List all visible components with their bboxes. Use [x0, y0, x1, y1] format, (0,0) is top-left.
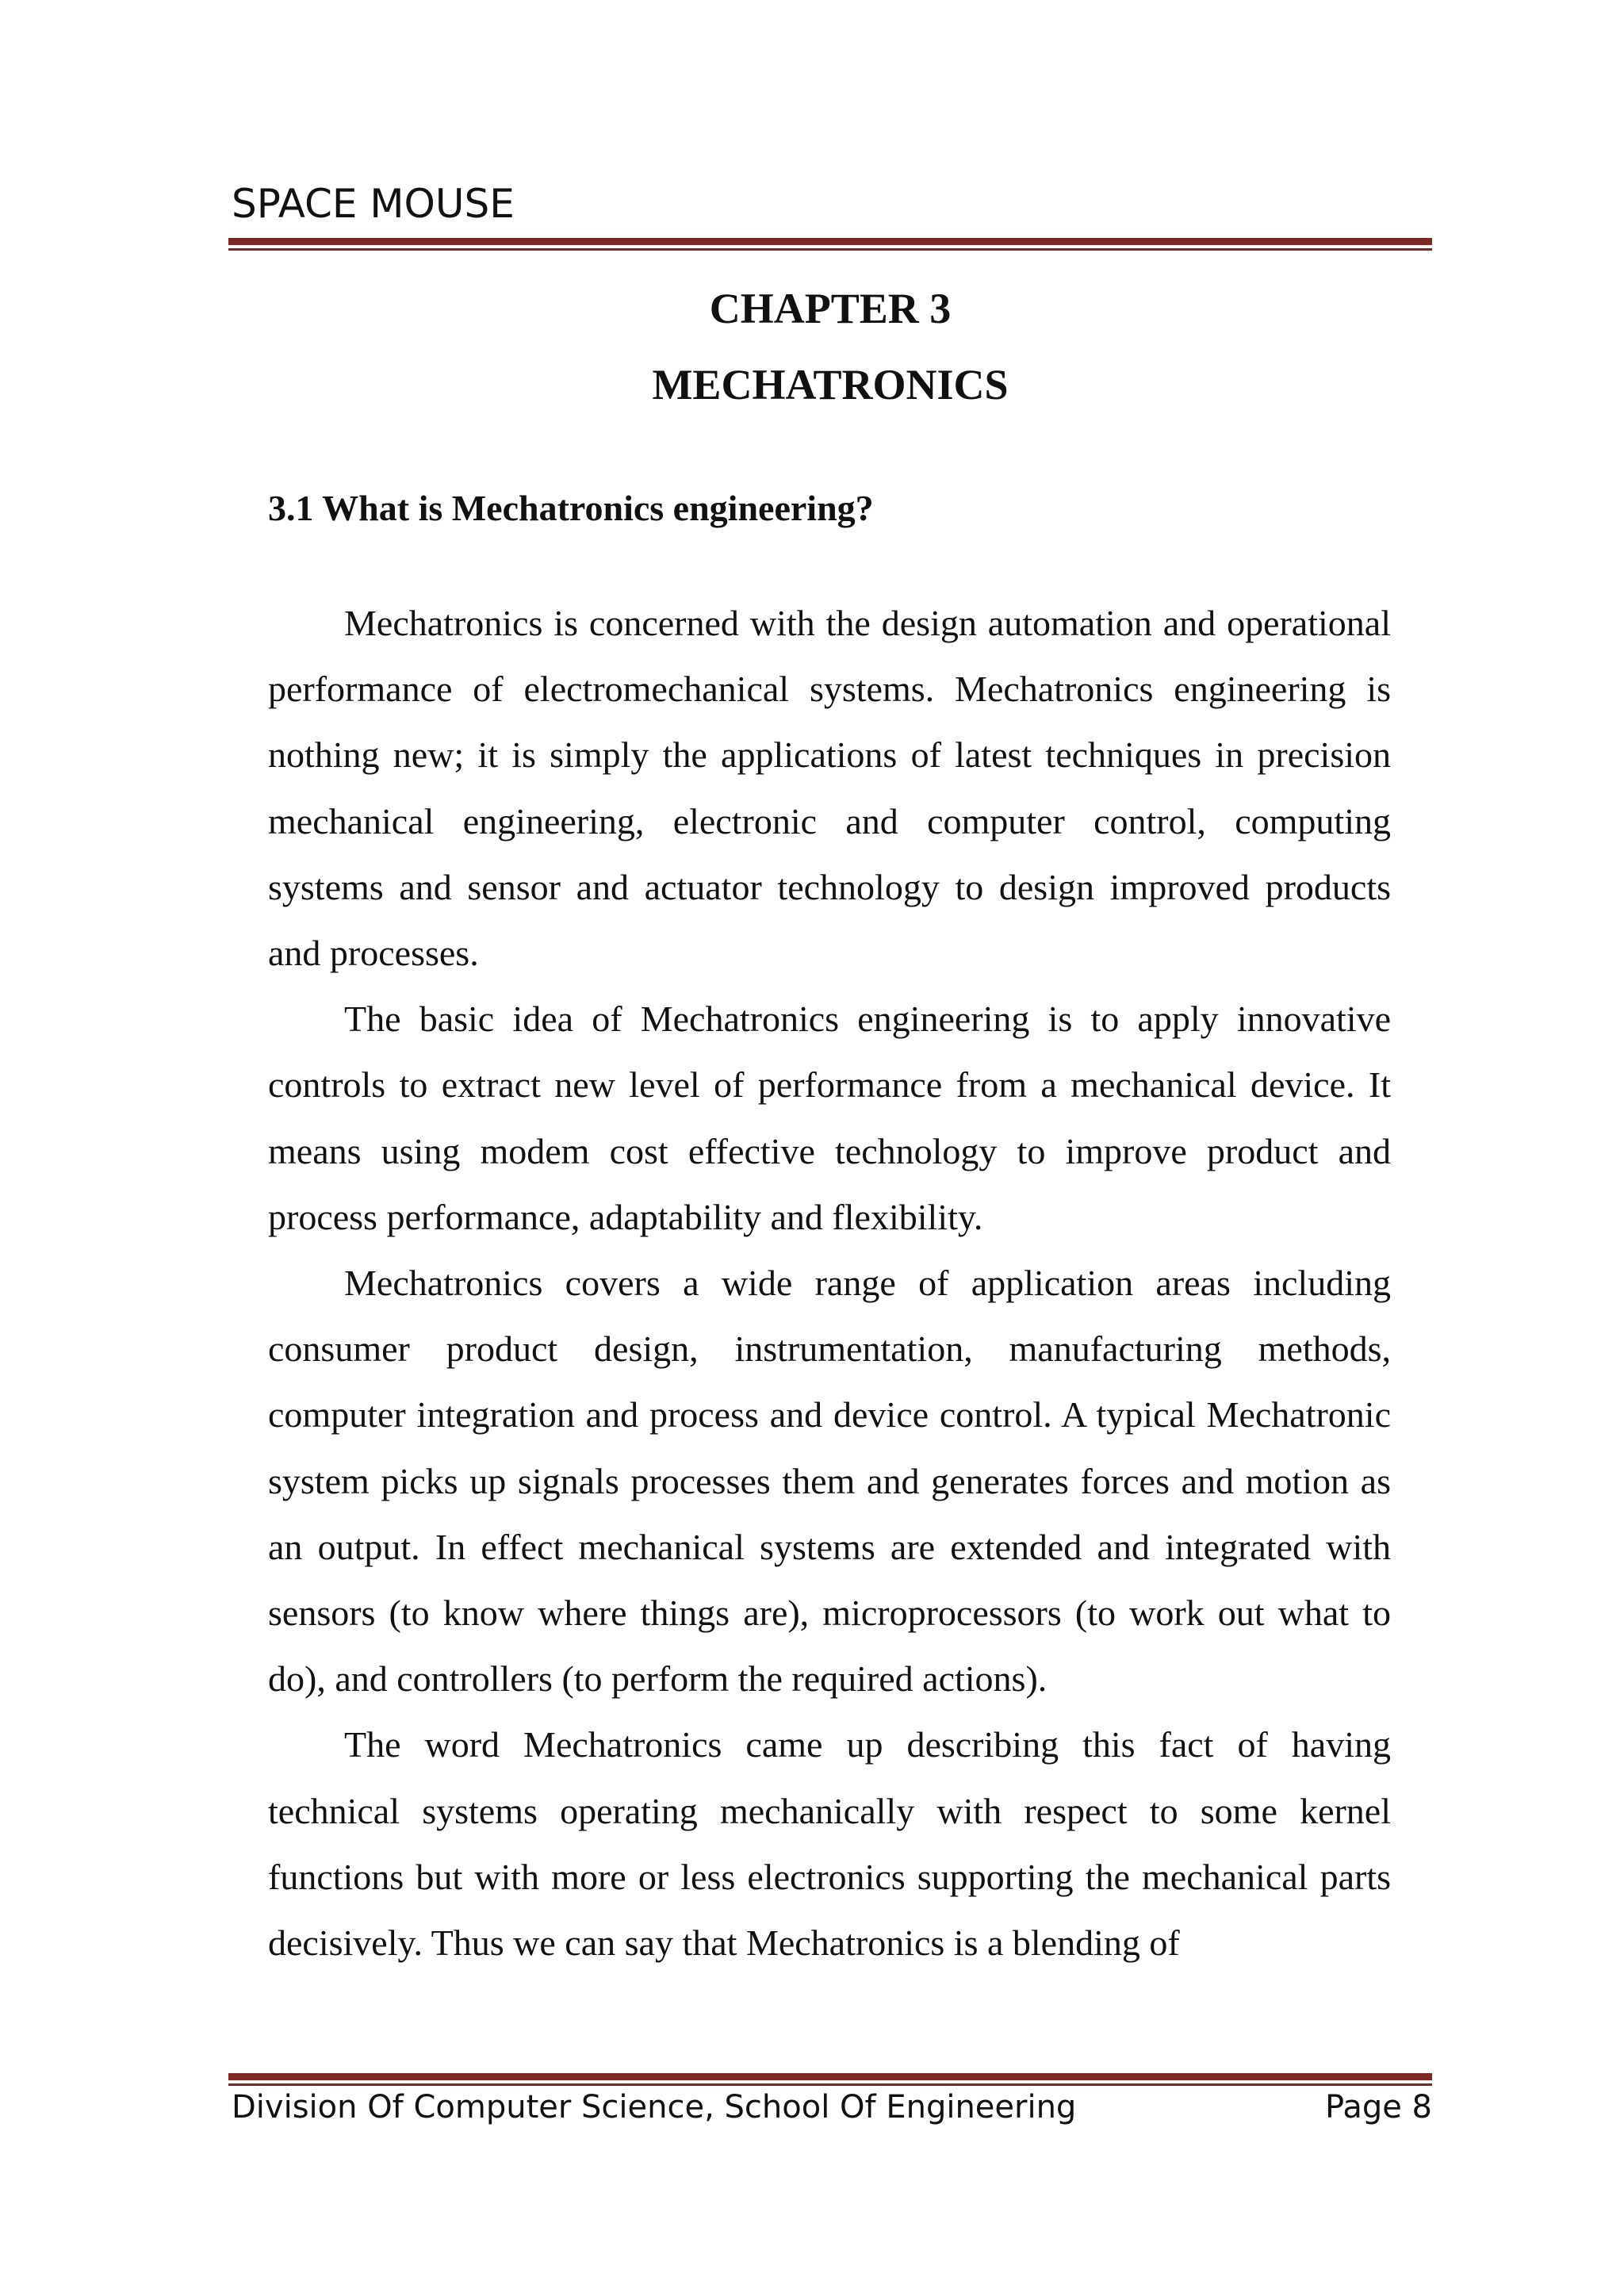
- footer-rule-thick: [228, 2073, 1432, 2080]
- paragraph: The basic idea of Mechatronics engineering is to apply innovative controls to extract new level of performance from a mechanical device. It means using modem cost effective technology to improve product and process performance, adaptability and flexibility.: [268, 999, 1391, 1237]
- section-heading: 3.1 What is Mechatronics engineering?: [268, 488, 874, 528]
- header-rule-thick: [228, 238, 1432, 245]
- paragraph: Mechatronics covers a wide range of application areas including consumer product design, instrumentation, manufacturing methods, computer integration and process and device control. A typical Mechatronic system picks up signals processes them and generates forces and motion as an output. In effect mechanical systems are extended and integrated with sensors (to know where things are), microprocessors (to work out what to do), and controllers (to perform the required actions).: [268, 1263, 1391, 1700]
- footer-rule-thin: [228, 2083, 1432, 2086]
- chapter-title: MECHATRONICS: [652, 361, 1009, 408]
- page-number: Page 8: [1325, 2089, 1432, 2125]
- running-header: SPACE MOUSE: [232, 181, 515, 227]
- paragraph: Mechatronics is concerned with the design automation and operational performance of electromechanical systems. Mechatronics engineering is nothing new; it is simply the applications of latest techniques in precision mechanical engineering, electronic and computer control, computing systems and sensor and actuator technology to design improved products and processes.: [268, 603, 1391, 974]
- header-rule: [228, 238, 1432, 251]
- chapter-number: CHAPTER 3: [709, 285, 952, 332]
- paragraph: The word Mechatronics came up describing this fact of having technical systems operating mechanically with respect to some kernel functions but with more or less electronics supporting the mechanical parts decisively. Thus we can say that Mechatronics is a blending of: [268, 1724, 1391, 1964]
- body-text: [268, 590, 1391, 1976]
- footer-rule: [228, 2073, 1432, 2086]
- footer-department: Division Of Computer Science, School Of Engineering: [232, 2089, 1077, 2125]
- header-rule-thin: [228, 248, 1432, 251]
